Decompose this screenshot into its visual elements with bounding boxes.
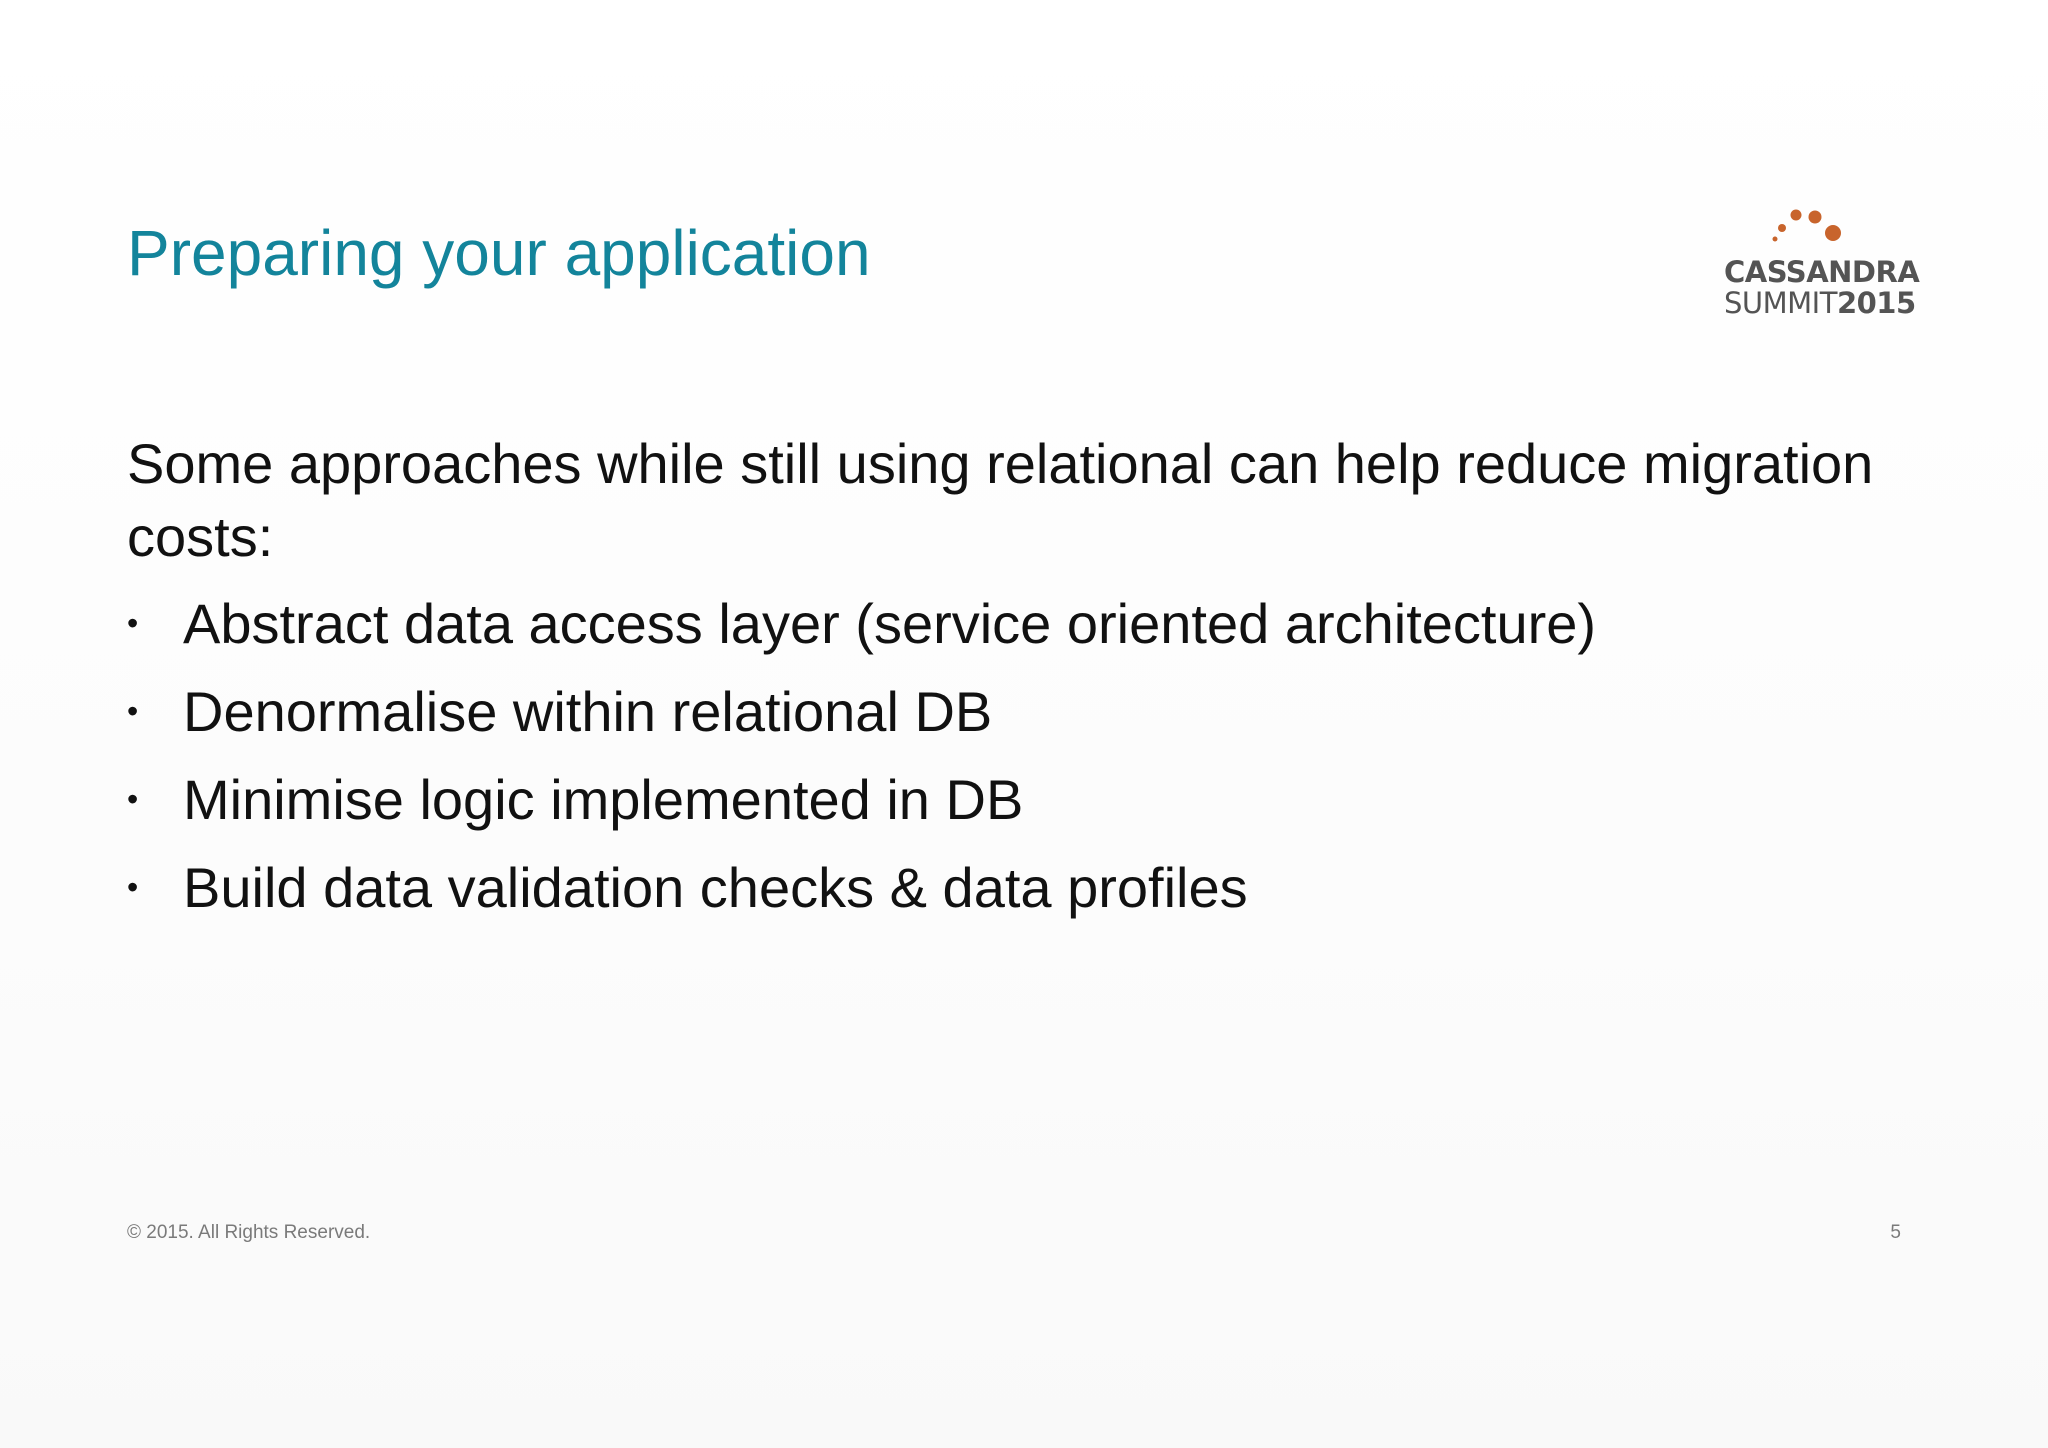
bullet-item <box>127 763 1927 836</box>
slide-body <box>127 427 1927 939</box>
slide-title: Preparing your application <box>127 217 871 289</box>
bullet-text: Denormalise within relational DB <box>183 680 993 743</box>
bullet-item <box>127 587 1927 660</box>
page-number: 5 <box>1890 1222 1901 1243</box>
bullet-list <box>127 587 1927 924</box>
logo-text-cassandra: CASSANDRA <box>1724 255 1920 289</box>
intro-paragraph: Some approaches while still using relational can help reduce migration costs: <box>127 432 1874 568</box>
logo-text-summit-word: SUMMIT <box>1724 286 1837 320</box>
cassandra-summit-logo <box>1716 206 1926 326</box>
bullet-icon: • <box>127 781 139 817</box>
bullet-text: Minimise logic implemented in DB <box>183 768 1024 831</box>
bullet-item <box>127 851 1927 924</box>
logo-text-year: 2015 <box>1836 286 1916 320</box>
bullet-item <box>127 675 1927 748</box>
logo-dots-icon <box>1716 206 1926 256</box>
bullet-text: Build data validation checks & data profiles <box>183 856 1248 919</box>
footer-copyright: © 2015. All Rights Reserved. <box>127 1222 371 1243</box>
bullet-text: Abstract data access layer (service oriented architecture) <box>183 592 1597 655</box>
logo-text-summit <box>1724 286 1916 320</box>
bullet-icon: • <box>127 869 139 905</box>
bullet-icon: • <box>127 693 139 729</box>
bullet-icon: • <box>127 605 139 641</box>
